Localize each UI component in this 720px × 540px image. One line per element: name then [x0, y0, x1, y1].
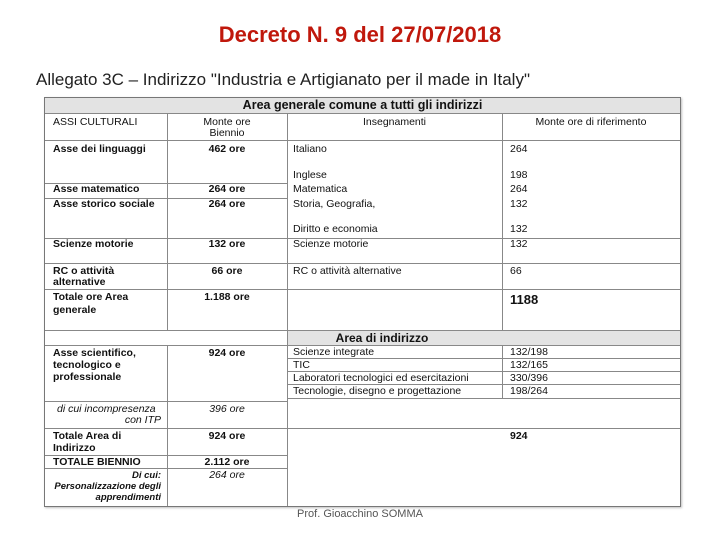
axis-label: Asse scientifico, — [53, 347, 136, 359]
curriculum-table — [44, 97, 681, 507]
axis-hours: 264 ore — [208, 183, 246, 195]
axis-label: tecnologico e — [53, 359, 121, 371]
column-axes: ASSI CULTURALI — [53, 116, 138, 128]
copresence-label: con ITP — [124, 414, 161, 426]
subject-hours: 66 — [510, 265, 522, 277]
subject-hours: 132 — [510, 198, 528, 210]
general-total-hours: 1.188 ore — [204, 291, 250, 303]
personalization-label: Personalizzazione degli — [54, 481, 161, 492]
table-rule — [167, 345, 168, 506]
column-reference-hours: Monte ore di riferimento — [535, 116, 647, 128]
table-rule — [502, 345, 503, 399]
axis-label: Asse matematico — [53, 183, 140, 195]
axis-hours: 66 ore — [211, 265, 243, 277]
subject-hours: 264 — [510, 143, 528, 155]
author-footer: Prof. Gioacchino SOMMA — [297, 508, 423, 520]
subject-hours: 132/165 — [510, 359, 548, 371]
specific-total-label: Totale Area di — [53, 430, 122, 442]
axis-hours: 264 ore — [208, 198, 246, 210]
column-subjects: Insegnamenti — [362, 116, 427, 128]
biennium-total-hours: 2.112 ore — [204, 456, 250, 468]
specific-area-header: Area di indirizzo — [335, 331, 429, 345]
table-rule — [287, 358, 680, 359]
table-rule — [45, 263, 680, 264]
subject-hours: 132 — [510, 223, 528, 235]
axis-label: Scienze motorie — [53, 238, 134, 250]
table-rule — [502, 113, 503, 331]
personalization-label: Di cui: — [131, 470, 161, 481]
axis-hours: 462 ore — [208, 143, 246, 155]
subject-hours: 264 — [510, 183, 528, 195]
subject-name: Storia, Geografia, — [293, 198, 376, 210]
axis-label: Asse storico sociale — [53, 198, 155, 210]
axis-label: professionale — [53, 371, 122, 383]
subject-hours: 198/264 — [510, 385, 548, 397]
axis-label: alternative — [53, 276, 106, 288]
personalization-label: apprendimenti — [95, 492, 161, 503]
general-total-label: generale — [53, 304, 97, 316]
table-rule — [45, 468, 287, 469]
copresence-label: di cui incompresenza — [57, 403, 156, 415]
axis-label: RC o attività — [53, 265, 115, 277]
table-rule — [45, 428, 680, 429]
table-rule — [287, 113, 288, 506]
general-total-reference: 1188 — [510, 292, 539, 307]
axis-label: Asse dei linguaggi — [53, 143, 146, 155]
subject-name: Laboratori tecnologici ed esercitazioni — [293, 372, 469, 384]
personalization-hours: 264 ore — [209, 469, 245, 481]
subject-name: TIC — [293, 359, 310, 371]
subject-hours: 330/396 — [510, 372, 548, 384]
subject-name: Scienze motorie — [293, 238, 369, 250]
table-rule — [45, 140, 680, 141]
subject-hours: 132 — [510, 238, 528, 250]
table-rule — [45, 401, 287, 402]
subject-name: Italiano — [293, 143, 327, 155]
copresence-hours: 396 ore — [209, 403, 245, 415]
subject-name: RC o attività alternative — [293, 265, 402, 277]
subject-name: Tecnologie, disegno e progettazione — [293, 385, 462, 397]
general-total-label: Totale ore Area — [53, 291, 129, 303]
axis-hours: 924 ore — [208, 347, 246, 359]
page-title: Decreto N. 9 del 27/07/2018 — [218, 22, 502, 47]
subject-hours: 198 — [510, 169, 528, 181]
specific-total-reference: 924 — [510, 430, 528, 442]
table-rule — [45, 113, 680, 114]
subject-name: Inglese — [293, 169, 327, 181]
specific-total-hours: 924 ore — [208, 430, 246, 442]
axis-hours: 132 ore — [208, 238, 246, 250]
table-rule — [287, 398, 680, 399]
column-hours-line2: Biennio — [209, 127, 245, 139]
subject-name: Scienze integrate — [293, 346, 375, 358]
column-hours-line1: Monte ore — [203, 116, 251, 128]
biennium-total-label: TOTALE BIENNIO — [53, 456, 141, 468]
general-area-header: Area generale comune a tutti gli indirizzi — [242, 98, 483, 112]
table-rule — [45, 289, 680, 290]
subject-hours: 132/198 — [510, 346, 548, 358]
subject-name: Diritto e economia — [293, 223, 378, 235]
specific-total-label: Indirizzo — [53, 442, 96, 454]
subject-name: Matematica — [293, 183, 348, 195]
annex-subtitle: Allegato 3C – Indirizzo "Industria e Artigianato per il made in Italy" — [36, 70, 530, 89]
